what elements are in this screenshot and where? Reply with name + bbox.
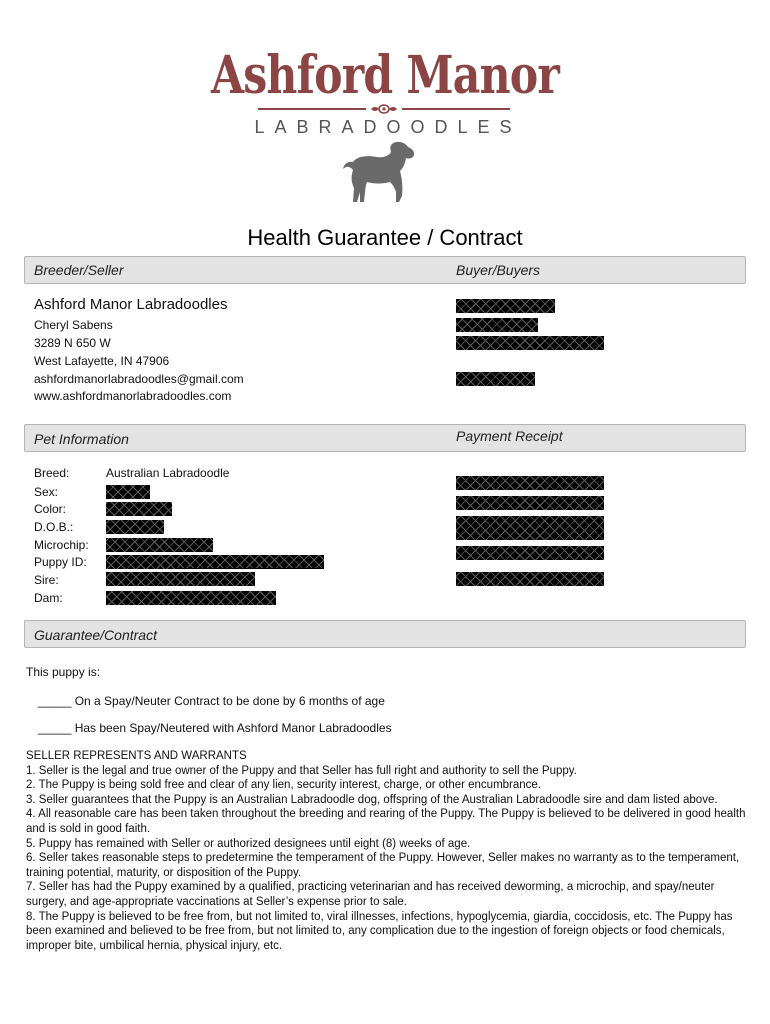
pet-label-color: Color: bbox=[34, 502, 67, 516]
page-title: Health Guarantee / Contract bbox=[247, 225, 523, 250]
redacted-pet-sex bbox=[106, 485, 150, 499]
contract-intro: This puppy is: bbox=[26, 665, 101, 679]
warranty-item: 3. Seller guarantees that the Puppy is an Australian Labradoodle dog, offspring of the Australian Labradoodle sire and dam listed above. bbox=[26, 793, 718, 806]
pet-label-breed: Breed: bbox=[34, 466, 70, 480]
warranty-heading: SELLER REPRESENTS AND WARRANTS bbox=[26, 750, 247, 762]
seller-contact-name: Cheryl Sabens bbox=[34, 318, 113, 332]
section-label-pet-information: Pet Information bbox=[34, 431, 129, 447]
section-bar-pet-payment bbox=[24, 424, 746, 452]
redacted-buyer-name bbox=[456, 299, 555, 313]
warranty-section bbox=[26, 749, 748, 953]
dog-silhouette-icon bbox=[343, 140, 419, 204]
pet-breed-value: Australian Labradoodle bbox=[106, 466, 230, 480]
redacted-pet-puppy-id bbox=[106, 555, 324, 569]
warranty-item: 2. The Puppy is being sold free and clear of any lien, security interest, charge, or other encumbrance. bbox=[26, 779, 542, 792]
redacted-pet-microchip bbox=[106, 538, 213, 552]
section-label-guarantee-contract: Guarantee/Contract bbox=[34, 627, 157, 643]
warranty-item: 7. Seller has had the Puppy examined by a qualified, practicing veterinarian and has received deworming, a microchip, and spay/neuter surgery, and age-appropriate vaccinations at Seller’s expense prior to sale. bbox=[26, 881, 715, 908]
section-label-buyer-buyers: Buyer/Buyers bbox=[456, 262, 541, 278]
redacted-payment-line-2 bbox=[456, 496, 604, 510]
pet-label-dob: D.O.B.: bbox=[34, 520, 74, 534]
contract-option-spay-neuter-contract: _____ On a Spay/Neuter Contract to be done by 6 months of age bbox=[38, 694, 385, 708]
contract-option-spay-neutered: _____ Has been Spay/Neutered with Ashford Manor Labradoodles bbox=[38, 721, 392, 735]
redacted-pet-sire bbox=[106, 572, 255, 586]
redacted-pet-color bbox=[106, 502, 172, 516]
logo-title: Ashford Manor bbox=[210, 45, 560, 106]
redacted-payment-line-5 bbox=[456, 572, 604, 586]
logo-ornament-icon bbox=[369, 102, 399, 116]
pet-label-sex: Sex: bbox=[34, 485, 59, 499]
warranty-item: 4. All reasonable care has been taken throughout the breeding and rearing of the Puppy. The Puppy is believed to be delivered in good health and is sold in good faith. bbox=[26, 808, 746, 835]
seller-city-state-zip: West Lafayette, IN 47906 bbox=[34, 354, 170, 368]
seller-street: 3289 N 650 W bbox=[34, 336, 111, 350]
warranty-item: 6. Seller takes reasonable steps to predetermine the temperament of the Puppy. However, Seller makes no warranty as to the temperament, training potential, maturity, or disposition of the Puppy. bbox=[26, 852, 740, 879]
redacted-payment-line-3 bbox=[456, 516, 604, 540]
redacted-buyer-address bbox=[456, 336, 604, 350]
warranty-item: 5. Puppy has remained with Seller or authorized designees until eight (8) weeks of age. bbox=[26, 837, 471, 850]
redacted-payment-line-1 bbox=[456, 476, 604, 490]
redacted-pet-dob bbox=[106, 520, 164, 534]
section-bar-parties bbox=[24, 256, 746, 284]
seller-website: www.ashfordmanorlabradoodles.com bbox=[34, 389, 232, 403]
warranty-item: 1. Seller is the legal and true owner of the Puppy and that Seller has full right and authority to sell the Puppy. bbox=[26, 764, 577, 777]
redacted-buyer-line-2 bbox=[456, 318, 538, 332]
warranty-item: 8. The Puppy is believed to be free from, but not limited to, viral illnesses, infections, hypoglycemia, giardia, coccidosis, etc. The Puppy has been examined and believed to be free from, but not limited to, any complication due to the ingestion of foreign objects or food chemicals, improper bite, umbilical hernia, physical injury, etc. bbox=[26, 910, 733, 952]
logo-divider-left bbox=[258, 108, 366, 110]
pet-label-microchip: Microchip: bbox=[34, 538, 89, 552]
section-label-payment-receipt: Payment Receipt bbox=[456, 428, 563, 444]
seller-business-name: Ashford Manor Labradoodles bbox=[34, 296, 228, 313]
redacted-payment-line-4 bbox=[456, 546, 604, 560]
redacted-pet-dam bbox=[106, 591, 276, 605]
redacted-buyer-contact bbox=[456, 372, 535, 386]
section-bar-guarantee bbox=[24, 620, 746, 648]
seller-email: ashfordmanorlabradoodles@gmail.com bbox=[34, 372, 244, 386]
pet-label-dam: Dam: bbox=[34, 591, 63, 605]
logo-divider-right bbox=[402, 108, 510, 110]
logo-subtitle: LABRADOODLES bbox=[254, 117, 522, 137]
pet-label-puppy-id: Puppy ID: bbox=[34, 555, 87, 569]
section-label-breeder-seller: Breeder/Seller bbox=[34, 262, 124, 278]
pet-label-sire: Sire: bbox=[34, 573, 59, 587]
puppy-id-underline bbox=[176, 568, 324, 569]
